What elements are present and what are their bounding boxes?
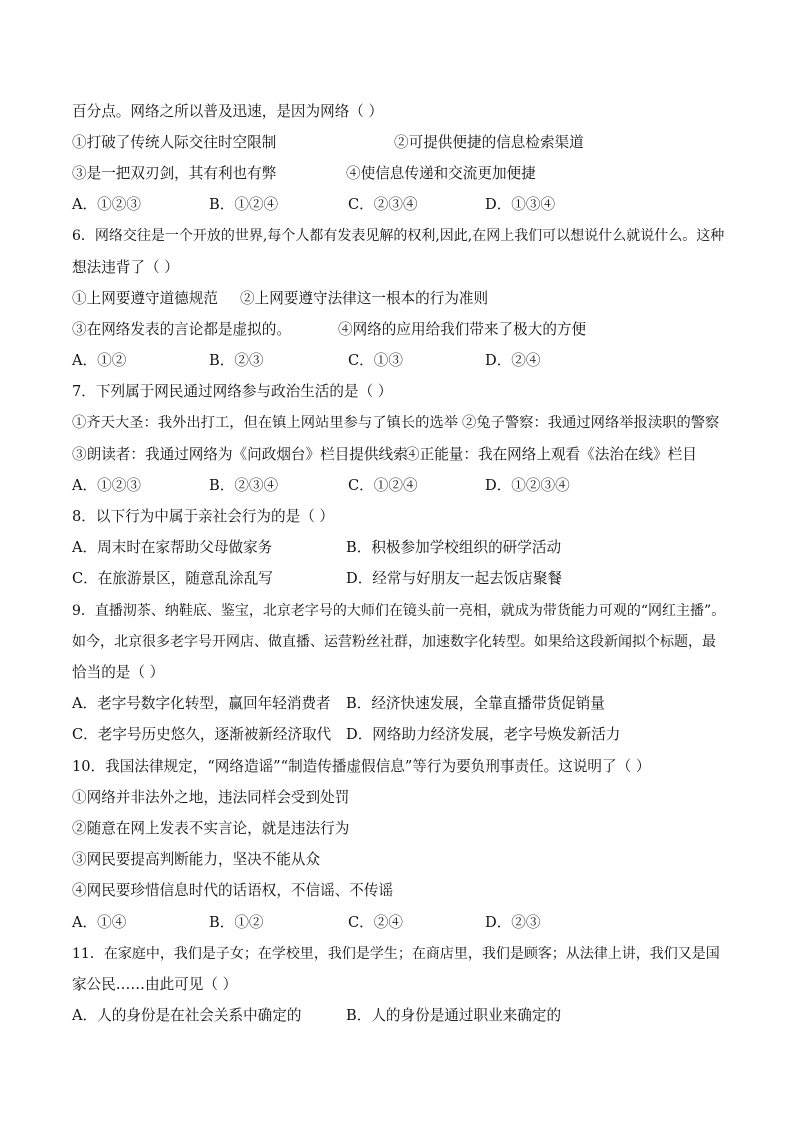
q6-option-c: C．①③ — [348, 352, 403, 369]
q10-stem: 10．我国法律规定，“网络造谣”“制造传播虚假信息”等行为要负刑事责任。这说明了（ ） — [72, 758, 651, 775]
q6-statement-3: ③在网络发表的言论都是虚拟的。 — [72, 321, 291, 338]
q6-option-d: D．②④ — [485, 352, 541, 369]
q7-stem: 7．下列属于网民通过网络参与政治生活的是（ ） — [72, 383, 393, 400]
q11-stem-line-1: 11．在家庭中，我们是子女；在学校里，我们是学生；在商店里，我们是顾客；从法律上讲，我们又是国 — [72, 946, 720, 962]
q6-option-b: B．②③ — [209, 352, 264, 369]
q10-option-c: C．②④ — [348, 914, 403, 931]
q6-statement-1: ①上网要遵守道德规范 — [72, 290, 218, 307]
q6-statement-4: ④网络的应用给我们带来了极大的方便 — [338, 321, 587, 338]
q11-option-a: A．人的身份是在社会关系中确定的 — [72, 1007, 302, 1024]
q9-stem-line-3: 恰当的是（ ） — [72, 664, 165, 681]
q9-option-b: B．经济快速发展，全靠直播带货促销量 — [346, 695, 605, 712]
q8-option-a: A．周末时在家帮助父母做家务 — [72, 539, 273, 556]
q11-option-b: B．人的身份是通过职业来确定的 — [346, 1007, 562, 1024]
q8-option-b: B．积极参加学校组织的研学活动 — [346, 539, 562, 556]
q5-statement-2: ②可提供便捷的信息检索渠道 — [394, 134, 584, 151]
q9-stem-line-1: 9．直播沏茶、纳鞋底、鉴宝，北京老字号的大师们在镜头前一亮相，就成为带货能力可观的“网红主播”。 — [72, 603, 726, 619]
q5-option-c: C．②③④ — [348, 196, 418, 213]
q9-option-c: C．老字号历史悠久，逐渐被新经济取代 — [72, 726, 332, 743]
q10-statement-4: ④网民要珍惜信息时代的话语权，不信谣、不传谣 — [72, 882, 394, 899]
q10-statement-1: ①网络并非法外之地，违法同样会受到处罚 — [72, 789, 350, 806]
q9-option-d: D．网络助力经济发展，老字号焕发新活力 — [346, 726, 621, 743]
q5-statement-4: ④使信息传递和交流更加便捷 — [346, 165, 536, 182]
q5-option-d: D．①③④ — [485, 196, 556, 213]
q10-statement-2: ②随意在网上发表不实言论，就是违法行为 — [72, 820, 350, 837]
q10-option-d: D．②③ — [485, 914, 541, 931]
q10-statement-3: ③网民要提高判断能力，坚决不能从众 — [72, 851, 321, 868]
q6-statement-2: ②上网要遵守法律这一根本的行为准则 — [240, 290, 489, 307]
q10-option-b: B．①② — [209, 914, 264, 931]
q7-option-c: C．①②④ — [348, 477, 418, 494]
q9-option-a: A．老字号数字化转型，赢回年轻消费者 — [72, 695, 331, 712]
q7-statement-1: ①齐天大圣：我外出打工，但在镇上网站里参与了镇长的选举 — [72, 415, 459, 431]
q5-option-b: B．①②④ — [209, 196, 279, 213]
q6-option-a: A．①② — [72, 352, 127, 369]
q5-statement-1: ①打破了传统人际交往时空限制 — [72, 134, 277, 151]
q10-option-a: A．①④ — [72, 914, 127, 931]
q7-option-b: B．②③④ — [209, 477, 279, 494]
q5-stem-continuation: 百分点。网络之所以普及迅速，是因为网络（ ） — [72, 103, 384, 120]
q8-stem: 8．以下行为中属于亲社会行为的是（ ） — [72, 508, 335, 525]
q6-stem-line-1: 6．网络交往是一个开放的世界,每个人都有发表见解的权利,因此,在网上我们可以想说什么就说什么。这种 — [72, 228, 725, 244]
q7-statement-4: ④正能量：我在网络上观看《法治在线》栏目 — [405, 446, 697, 463]
q7-statement-3: ③朗读者：我通过网络为《问政烟台》栏目提供线索 — [72, 446, 408, 463]
q5-statement-3: ③是一把双刃剑，其有利也有弊 — [72, 165, 277, 182]
q11-stem-line-2: 家公民……由此可见（ ） — [72, 976, 238, 993]
q5-option-a: A．①②③ — [72, 196, 141, 213]
q8-option-d: D．经常与好朋友一起去饭店聚餐 — [346, 570, 563, 587]
q7-option-d: D．①②③④ — [485, 477, 570, 494]
q9-stem-line-2: 如今，北京很多老字号开网店、做直播、运营粉丝社群，加速数字化转型。如果给这段新闻拟个标题，最 — [72, 634, 716, 650]
q8-option-c: C．在旅游景区，随意乱涂乱写 — [72, 570, 273, 587]
q7-option-a: A．①②③ — [72, 477, 141, 494]
q7-statement-2: ②兔子警察：我通过网络举报渎职的警察 — [462, 415, 720, 431]
q6-stem-line-2: 想法违背了（ ） — [72, 259, 179, 276]
